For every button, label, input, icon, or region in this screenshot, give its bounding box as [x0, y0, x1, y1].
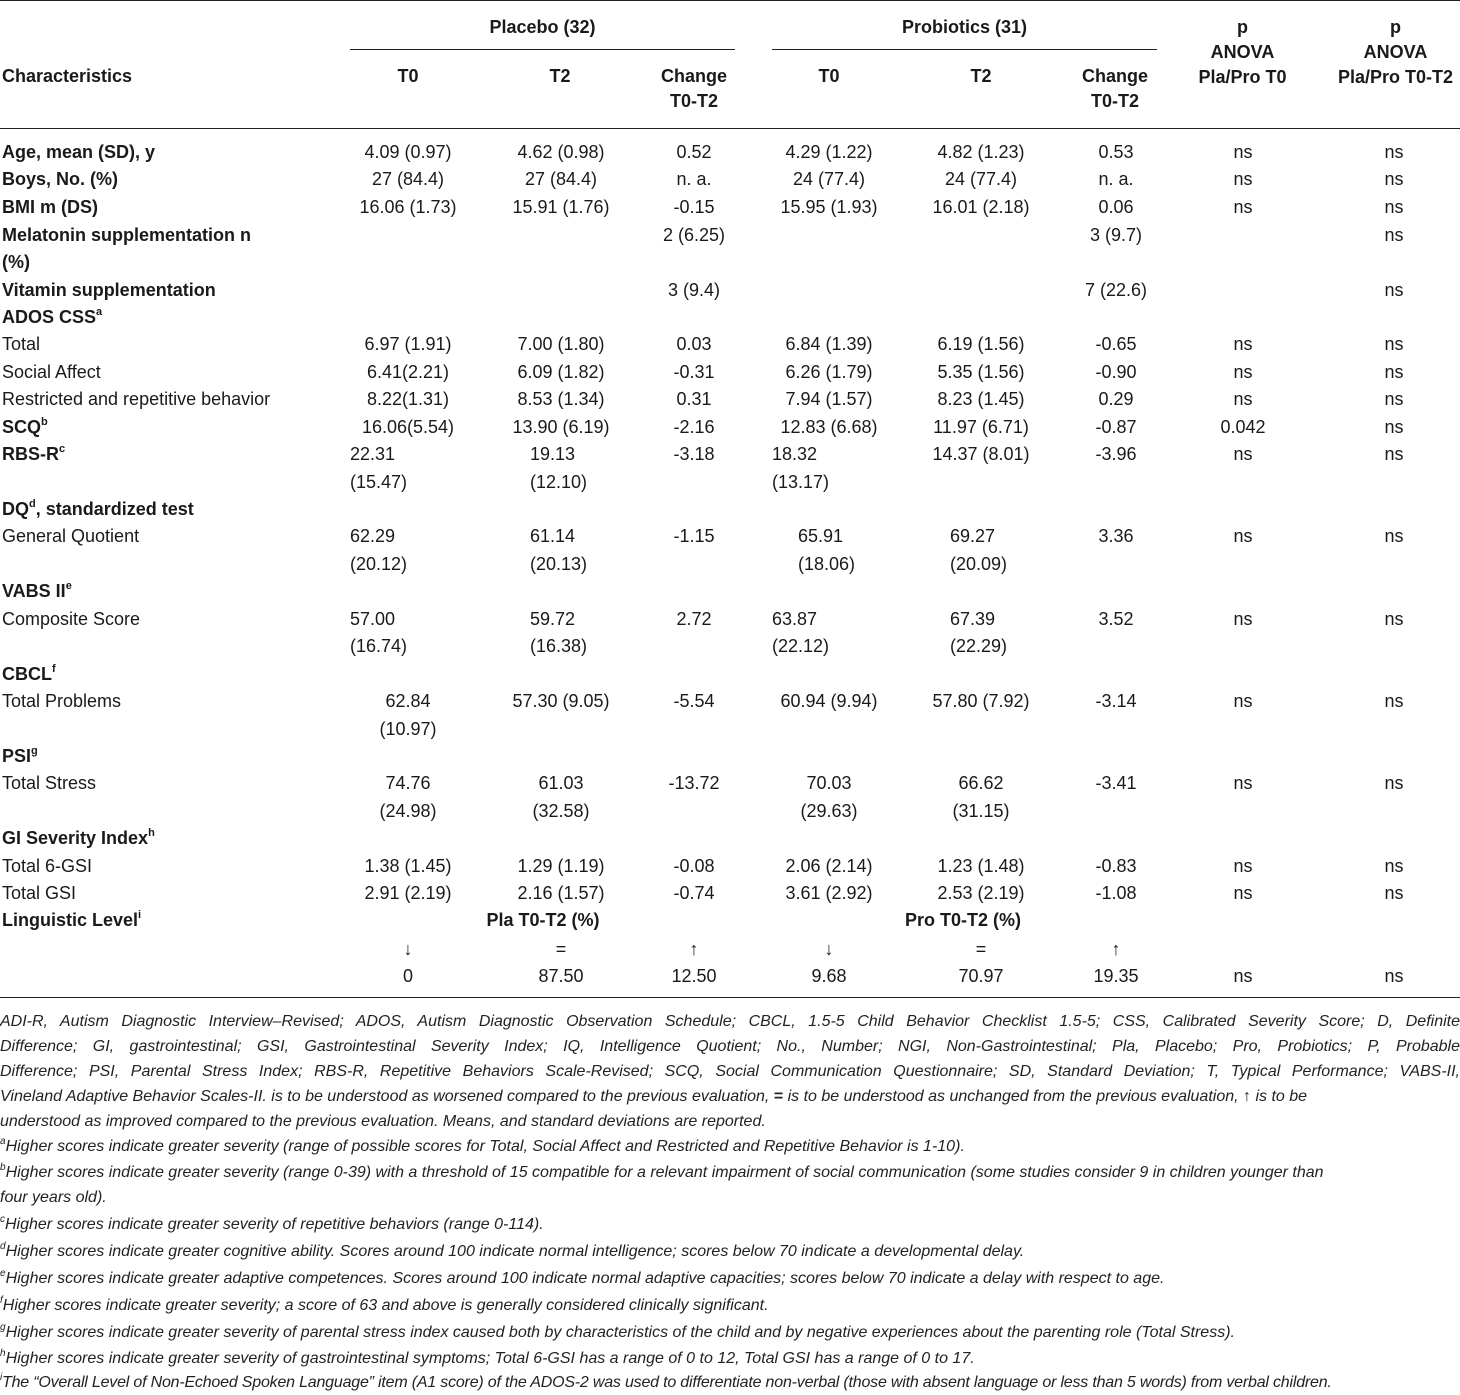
cell-probiotics-t0: 6.84 (1.39) — [785, 334, 873, 354]
header-probiotics-change — [1055, 64, 1175, 114]
footnote-text: Higher scores indicate greater severity (range 0-39) with a threshold of 15 compatible for a relevant impairment of social communication (some studies consider 9 in children younger than — [5, 1164, 1324, 1181]
section-label-text: CBCL — [2, 664, 52, 684]
cell-probiotics-t2: 1.23 (1.48) — [937, 856, 1025, 876]
header-p-line3: Pla/Pro T0-T2 — [1337, 67, 1454, 87]
cell-placebo-t0: 2.91 (2.19) — [364, 883, 452, 903]
cell-p-t0: ns — [1233, 691, 1253, 711]
cell-probiotics-change: 0.06 — [1098, 197, 1134, 217]
footnote-text: Vineland Adaptive Behavior Scales-II. is to be understood as worsened compared to the previous evaluation, — [0, 1088, 774, 1105]
footnote-mark: b — [0, 1161, 6, 1173]
cell-probiotics-t2: 66.62 — [958, 773, 1004, 793]
cell-probiotics-t2: 4.82 (1.23) — [937, 142, 1025, 162]
cell-p-t0-t2: ns — [1384, 225, 1404, 245]
footnote-text: Higher scores indicate greater cognitive ability. Scores around 100 indicate normal intelligence; scores below 70 indicate a developmental delay. — [5, 1243, 1025, 1260]
cell-probiotics-change: -0.90 — [1095, 362, 1137, 382]
footnote-mark: e — [65, 580, 72, 592]
cell-placebo-t0: 16.06 (1.73) — [359, 197, 457, 217]
footnote-text: Higher scores indicate greater adaptive competences. Scores around 100 indicate normal adaptive capacities; scores below 70 indicate a delay with respect to age. — [5, 1270, 1165, 1287]
cell-probiotics-change: 0.29 — [1098, 389, 1134, 409]
cell-probiotics-unchanged: 70.97 — [958, 966, 1004, 986]
cell-probiotics-t2: 57.80 (7.92) — [932, 691, 1030, 711]
row-label: Restricted and repetitive behavior — [2, 389, 271, 409]
footnote-mark: c — [59, 443, 66, 455]
cell-placebo-change: 2 (6.25) — [662, 225, 726, 245]
row-label: Composite Score — [2, 609, 141, 629]
header-placebo-group: Placebo (32) — [489, 17, 596, 37]
cell-probiotics-t0: 63.87 — [772, 609, 818, 629]
cell-p-t0: ns — [1233, 334, 1253, 354]
cell-p-t0: ns — [1233, 966, 1253, 986]
section-label-text: ADOS CSS — [2, 307, 97, 327]
row-label — [2, 441, 65, 468]
probiotics-group-rule — [772, 49, 1157, 50]
cell-p-t0: ns — [1233, 444, 1253, 464]
cell-placebo-t2: 15.91 (1.76) — [512, 197, 610, 217]
improved-arrow-icon: ↑ — [1111, 939, 1121, 959]
cell-probiotics-t2: 11.97 (6.71) — [933, 417, 1029, 437]
cell-p-t0: ns — [1233, 169, 1253, 189]
cell-p-t0-t2: ns — [1384, 197, 1404, 217]
section-label-psi — [2, 743, 38, 770]
cell-p-t0-t2: ns — [1384, 609, 1404, 629]
cell-probiotics-change: -3.96 — [1095, 444, 1137, 464]
footnote-abbreviations-line: ADI-R, Autism Diagnostic Interview–Revised; ADOS, Autism Diagnostic Observation Schedule; CBCL, 1.5-5 Child Behavior Checklist 1.5-5; CSS, Calibrated Severity Score; D, Definite — [0, 1013, 1460, 1030]
footnote-mark: f — [0, 1294, 3, 1306]
cell-placebo-change: 0.31 — [676, 389, 712, 409]
section-label-rest: , standardized test — [35, 499, 194, 519]
footnote-c — [0, 1212, 1460, 1237]
footnote-mark: a — [96, 306, 103, 318]
footnote-text: Higher scores indicate greater severity of gastrointestinal symptoms; Total 6-GSI has a range of 0 to 12, Total GSI has a range of 0 to 17. — [5, 1350, 975, 1367]
header-change-line1: Change — [660, 66, 727, 86]
cell-p-t0: ns — [1233, 609, 1253, 629]
cell-placebo-t2: 7.00 (1.80) — [517, 334, 605, 354]
cell-placebo-t2: 8.53 (1.34) — [517, 389, 605, 409]
section-label-text: DQ — [2, 499, 29, 519]
row-label: Total Stress — [2, 773, 97, 793]
header-probiotics-t0: T0 — [818, 66, 840, 86]
cell-probiotics-t2: 16.01 (2.18) — [932, 197, 1030, 217]
cell-probiotics-t0: 60.94 (9.94) — [780, 691, 878, 711]
probiotics-change-header: Pro T0-T2 (%) — [904, 910, 1022, 930]
cell-probiotics-t2-sd: (20.09) — [950, 554, 1008, 574]
cell-placebo-t0: 27 (84.4) — [371, 169, 445, 189]
cell-placebo-change: -2.16 — [673, 417, 715, 437]
footnote-i — [0, 1370, 1460, 1395]
header-p-line1: p — [1390, 17, 1401, 37]
cell-placebo-unchanged: 87.50 — [538, 966, 584, 986]
cell-p-t0: 0.042 — [1220, 417, 1266, 437]
cell-probiotics-t0-sd: (22.12) — [772, 636, 830, 656]
cell-placebo-t2: 59.72 — [530, 609, 576, 629]
cell-p-t0: ns — [1233, 883, 1253, 903]
cell-probiotics-t2-sd: (22.29) — [950, 636, 1008, 656]
cell-probiotics-change: -1.08 — [1095, 883, 1137, 903]
row-label: Boys, No. (%) — [2, 169, 119, 189]
row-label: Total Problems — [2, 691, 122, 711]
header-change-line2: T0-T2 — [1090, 91, 1139, 111]
cell-probiotics-change: -0.87 — [1095, 417, 1137, 437]
cell-placebo-t0: 6.97 (1.91) — [364, 334, 452, 354]
cell-p-t0-t2: ns — [1384, 142, 1404, 162]
header-p-anova-t0-t2 — [1318, 15, 1460, 90]
cell-p-t0-t2: ns — [1384, 389, 1404, 409]
header-p-line3: Pla/Pro T0 — [1198, 67, 1287, 87]
cell-probiotics-t2: 6.19 (1.56) — [937, 334, 1025, 354]
row-label: General Quotient — [2, 526, 140, 546]
cell-placebo-t0: 62.29 — [350, 526, 396, 546]
header-probiotics-t2: T2 — [970, 66, 992, 86]
cell-p-t0-t2: ns — [1384, 856, 1404, 876]
cell-probiotics-t0-sd: (18.06) — [798, 554, 856, 574]
cell-placebo-change: -0.08 — [673, 856, 715, 876]
cell-placebo-t2-sd: (12.10) — [530, 472, 588, 492]
cell-probiotics-worsened: 9.68 — [811, 966, 847, 986]
header-p-line2: ANOVA — [1210, 42, 1275, 62]
row-label — [2, 907, 141, 934]
section-label-text: PSI — [2, 746, 32, 766]
cell-placebo-change: -1.15 — [673, 526, 715, 546]
cell-placebo-worsened: 0 — [402, 966, 414, 986]
cell-p-t0-t2: ns — [1384, 417, 1404, 437]
footnote-text: The “Overall Level of Non-Echoed Spoken Language” item (A1 score) of the ADOS-2 was used to differentiate non-verbal (those with absent language or less than 5 words) from verbal children. — [2, 1374, 1332, 1391]
header-p-anova-t0 — [1170, 15, 1315, 90]
cell-p-t0: ns — [1233, 197, 1253, 217]
footnote-a — [0, 1134, 1460, 1159]
footnote-mark: f — [52, 663, 56, 675]
cell-placebo-t2: 2.16 (1.57) — [517, 883, 605, 903]
cell-placebo-t0-sd: (16.74) — [350, 636, 408, 656]
cell-placebo-improved: 12.50 — [671, 966, 717, 986]
footnote-f — [0, 1293, 1460, 1318]
footnote-text: is to be understood as unchanged from the previous evaluation, ↑ is to be — [783, 1088, 1308, 1105]
footnote-abbreviations-line: understood as improved compared to the previous evaluation. Means, and standard deviations are reported. — [0, 1113, 766, 1130]
cell-placebo-change: 3 (9.4) — [667, 280, 721, 300]
cell-p-t0-t2: ns — [1384, 362, 1404, 382]
footnote-mark: h — [148, 827, 155, 839]
header-probiotics-group: Probiotics (31) — [901, 17, 1028, 37]
section-label-gi — [2, 825, 155, 852]
cell-probiotics-change: 3 (9.7) — [1089, 225, 1143, 245]
footnote-b-cont: four years old). — [0, 1189, 107, 1206]
cell-probiotics-improved: 19.35 — [1093, 966, 1139, 986]
cell-placebo-change: n. a. — [676, 169, 712, 189]
cell-placebo-change: -0.15 — [673, 197, 715, 217]
cell-placebo-t2: 61.14 — [530, 526, 576, 546]
cell-p-t0-t2: ns — [1384, 691, 1404, 711]
cell-probiotics-change: n. a. — [1098, 169, 1134, 189]
cell-placebo-t0: 57.00 — [350, 609, 396, 629]
cell-probiotics-t0-sd: (13.17) — [772, 472, 830, 492]
cell-p-t0-t2: ns — [1384, 444, 1404, 464]
cell-p-t0: ns — [1233, 389, 1253, 409]
cell-probiotics-change: -0.65 — [1095, 334, 1137, 354]
footnote-mark: h — [0, 1347, 6, 1359]
row-label: Vitamin supplementation — [2, 280, 216, 300]
cell-placebo-t2-sd: (20.13) — [530, 554, 588, 574]
cell-p-t0-t2: ns — [1384, 966, 1404, 986]
cell-probiotics-t2: 24 (77.4) — [944, 169, 1018, 189]
unchanged-equals-icon: = — [773, 1088, 784, 1105]
footnote-d — [0, 1239, 1460, 1264]
footnote-mark: b — [41, 416, 48, 428]
header-p-line1: p — [1237, 17, 1248, 37]
header-placebo-change — [634, 64, 754, 114]
footnote-mark: i — [138, 909, 142, 921]
cell-placebo-change: -0.31 — [673, 362, 715, 382]
cell-placebo-t0-sd: (10.97) — [379, 719, 437, 739]
row-label-text: SCQ — [2, 417, 42, 437]
cell-placebo-change: 2.72 — [676, 609, 712, 629]
row-label-cont: (%) — [2, 252, 30, 272]
cell-probiotics-t2: 2.53 (2.19) — [937, 883, 1025, 903]
cell-placebo-change: -0.74 — [673, 883, 715, 903]
cell-probiotics-t0: 12.83 (6.68) — [780, 417, 878, 437]
cell-p-t0-t2: ns — [1384, 526, 1404, 546]
footnote-mark: d — [29, 498, 36, 510]
footnote-mark: c — [0, 1213, 5, 1225]
cell-placebo-t0-sd: (24.98) — [379, 801, 437, 821]
cell-placebo-change: 0.03 — [676, 334, 712, 354]
header-bottom-rule — [0, 128, 1460, 129]
row-label-text: Linguistic Level — [2, 910, 139, 930]
footnote-mark: g — [0, 1321, 6, 1333]
cell-probiotics-change: 3.52 — [1098, 609, 1134, 629]
cell-placebo-t2-sd: (16.38) — [530, 636, 588, 656]
footnote-h — [0, 1346, 1460, 1371]
footnote-b — [0, 1160, 1460, 1185]
cell-probiotics-t0: 2.06 (2.14) — [785, 856, 873, 876]
cell-placebo-t0: 22.31 — [350, 444, 396, 464]
cell-probiotics-change: 0.53 — [1098, 142, 1134, 162]
row-label: Melatonin supplementation n — [2, 225, 252, 245]
footnote-mark: g — [31, 745, 38, 757]
header-change-line2: T0-T2 — [669, 91, 718, 111]
cell-placebo-t2: 57.30 (9.05) — [512, 691, 610, 711]
cell-placebo-t0: 1.38 (1.45) — [364, 856, 452, 876]
cell-p-t0-t2: ns — [1384, 334, 1404, 354]
cell-placebo-t2: 27 (84.4) — [524, 169, 598, 189]
footnote-mark: i — [0, 1371, 3, 1383]
cell-p-t0: ns — [1233, 856, 1253, 876]
cell-probiotics-t0: 18.32 — [772, 444, 818, 464]
worsened-arrow-icon: ↓ — [403, 939, 413, 959]
section-label-dq — [2, 496, 194, 523]
header-placebo-t2: T2 — [549, 66, 571, 86]
cell-placebo-change: -13.72 — [668, 773, 720, 793]
cell-placebo-change: 0.52 — [676, 142, 712, 162]
placebo-group-rule — [350, 49, 735, 50]
row-label — [2, 414, 48, 441]
footnote-mark: e — [0, 1267, 6, 1279]
cell-probiotics-t2: 8.23 (1.45) — [937, 389, 1025, 409]
cell-probiotics-t0: 70.03 — [806, 773, 852, 793]
footnote-e — [0, 1266, 1460, 1291]
cell-probiotics-change: 3.36 — [1098, 526, 1134, 546]
cell-probiotics-t0-sd: (29.63) — [800, 801, 858, 821]
row-label: Social Affect — [2, 362, 101, 382]
cell-probiotics-change: 7 (22.6) — [1084, 280, 1148, 300]
section-label-cbcl — [2, 661, 56, 688]
cell-placebo-t2: 6.09 (1.82) — [517, 362, 605, 382]
cell-probiotics-t2-sd: (31.15) — [952, 801, 1010, 821]
cell-probiotics-t0: 15.95 (1.93) — [780, 197, 878, 217]
footnote-text: Higher scores indicate greater severity of repetitive behaviors (range 0-114). — [5, 1216, 544, 1233]
cell-p-t0-t2: ns — [1384, 773, 1404, 793]
cell-p-t0: ns — [1233, 526, 1253, 546]
cell-probiotics-t2: 69.27 — [950, 526, 996, 546]
cell-probiotics-t0: 65.91 — [798, 526, 844, 546]
cell-placebo-t0: 4.09 (0.97) — [364, 142, 452, 162]
cell-placebo-t0: 8.22(1.31) — [366, 389, 450, 409]
improved-arrow-icon: ↑ — [689, 939, 699, 959]
cell-placebo-t0: 16.06(5.54) — [361, 417, 455, 437]
cell-probiotics-change: -0.83 — [1095, 856, 1137, 876]
header-placebo-t0: T0 — [397, 66, 419, 86]
footnote-abbreviations-line — [0, 1084, 1460, 1109]
cell-placebo-t0-sd: (20.12) — [350, 554, 408, 574]
cell-probiotics-t0: 4.29 (1.22) — [785, 142, 873, 162]
row-label: Total — [2, 334, 41, 354]
cell-p-t0: ns — [1233, 142, 1253, 162]
row-label: Total GSI — [2, 883, 77, 903]
cell-probiotics-t0: 3.61 (2.92) — [785, 883, 873, 903]
footnote-text: Higher scores indicate greater severity; a score of 63 and above is generally considered clinically significant. — [2, 1297, 769, 1314]
row-label-text: RBS-R — [2, 444, 59, 464]
placebo-change-header: Pla T0-T2 (%) — [486, 910, 600, 930]
section-label-text: VABS II — [2, 581, 66, 601]
footnote-abbreviations-line: Difference; GI, gastrointestinal; GSI, Gastrointestinal Severity Index; IQ, Intelligence Quotient; No., Number; NGI, Non-Gastrointestinal; Pla, Placebo; Pro, Probiotics; P, Probable — [0, 1038, 1460, 1055]
cell-p-t0: ns — [1233, 773, 1253, 793]
footnote-mark: d — [0, 1240, 6, 1252]
cell-p-t0-t2: ns — [1384, 169, 1404, 189]
header-change-line1: Change — [1081, 66, 1148, 86]
footnote-abbreviations-line: Difference; PSI, Parental Stress Index; RBS-R, Repetitive Behaviors Scale-Revised; SCQ, Social Communication Questionnaire; SD, Standard Deviation; T, Typical Performance; VABS-II, — [0, 1063, 1460, 1080]
cell-placebo-change: -5.54 — [673, 691, 715, 711]
section-label-vabs — [2, 578, 72, 605]
cell-probiotics-change: -3.41 — [1095, 773, 1137, 793]
cell-placebo-t0: 62.84 — [385, 691, 431, 711]
cell-placebo-t2: 19.13 — [530, 444, 576, 464]
cell-probiotics-t2: 14.37 (8.01) — [932, 444, 1030, 464]
cell-probiotics-t2: 5.35 (1.56) — [937, 362, 1025, 382]
cell-p-t0-t2: ns — [1384, 280, 1404, 300]
cell-placebo-t2-sd: (32.58) — [532, 801, 590, 821]
footnote-mark: a — [0, 1135, 6, 1147]
section-label-text: GI Severity Index — [2, 828, 149, 848]
top-rule — [0, 0, 1460, 1]
cell-probiotics-t0: 24 (77.4) — [792, 169, 866, 189]
footnote-text: Higher scores indicate greater severity of parental stress index caused both by characteristics of the child and by negative experiences about the parenting role (Total Stress). — [5, 1324, 1235, 1341]
cell-placebo-t2: 61.03 — [538, 773, 584, 793]
footnote-text: Higher scores indicate greater severity (range of possible scores for Total, Social Affect and Restricted and Repetitive Behavior is 1-10). — [5, 1138, 965, 1155]
cell-probiotics-t0: 7.94 (1.57) — [785, 389, 873, 409]
cell-probiotics-change: -3.14 — [1095, 691, 1137, 711]
table-bottom-rule — [0, 997, 1460, 998]
row-label: Age, mean (SD), y — [2, 142, 156, 162]
header-characteristics: Characteristics — [2, 66, 133, 86]
row-label: BMI m (DS) — [2, 197, 98, 217]
cell-p-t0: ns — [1233, 362, 1253, 382]
header-p-line2: ANOVA — [1363, 42, 1428, 62]
cell-placebo-t0: 74.76 — [385, 773, 431, 793]
cell-placebo-change: -3.18 — [673, 444, 715, 464]
cell-placebo-t2: 1.29 (1.19) — [517, 856, 605, 876]
unchanged-equals-icon: = — [975, 939, 987, 959]
cell-p-t0-t2: ns — [1384, 883, 1404, 903]
cell-placebo-t0: 6.41(2.21) — [366, 362, 450, 382]
cell-placebo-t2: 4.62 (0.98) — [517, 142, 605, 162]
footnote-g — [0, 1320, 1460, 1345]
cell-placebo-t0-sd: (15.47) — [350, 472, 408, 492]
cell-probiotics-t0: 6.26 (1.79) — [785, 362, 873, 382]
section-label-ados — [2, 304, 102, 331]
unchanged-equals-icon: = — [555, 939, 567, 959]
cell-placebo-t2: 13.90 (6.19) — [512, 417, 610, 437]
worsened-arrow-icon: ↓ — [824, 939, 834, 959]
row-label: Total 6-GSI — [2, 856, 93, 876]
cell-probiotics-t2: 67.39 — [950, 609, 996, 629]
